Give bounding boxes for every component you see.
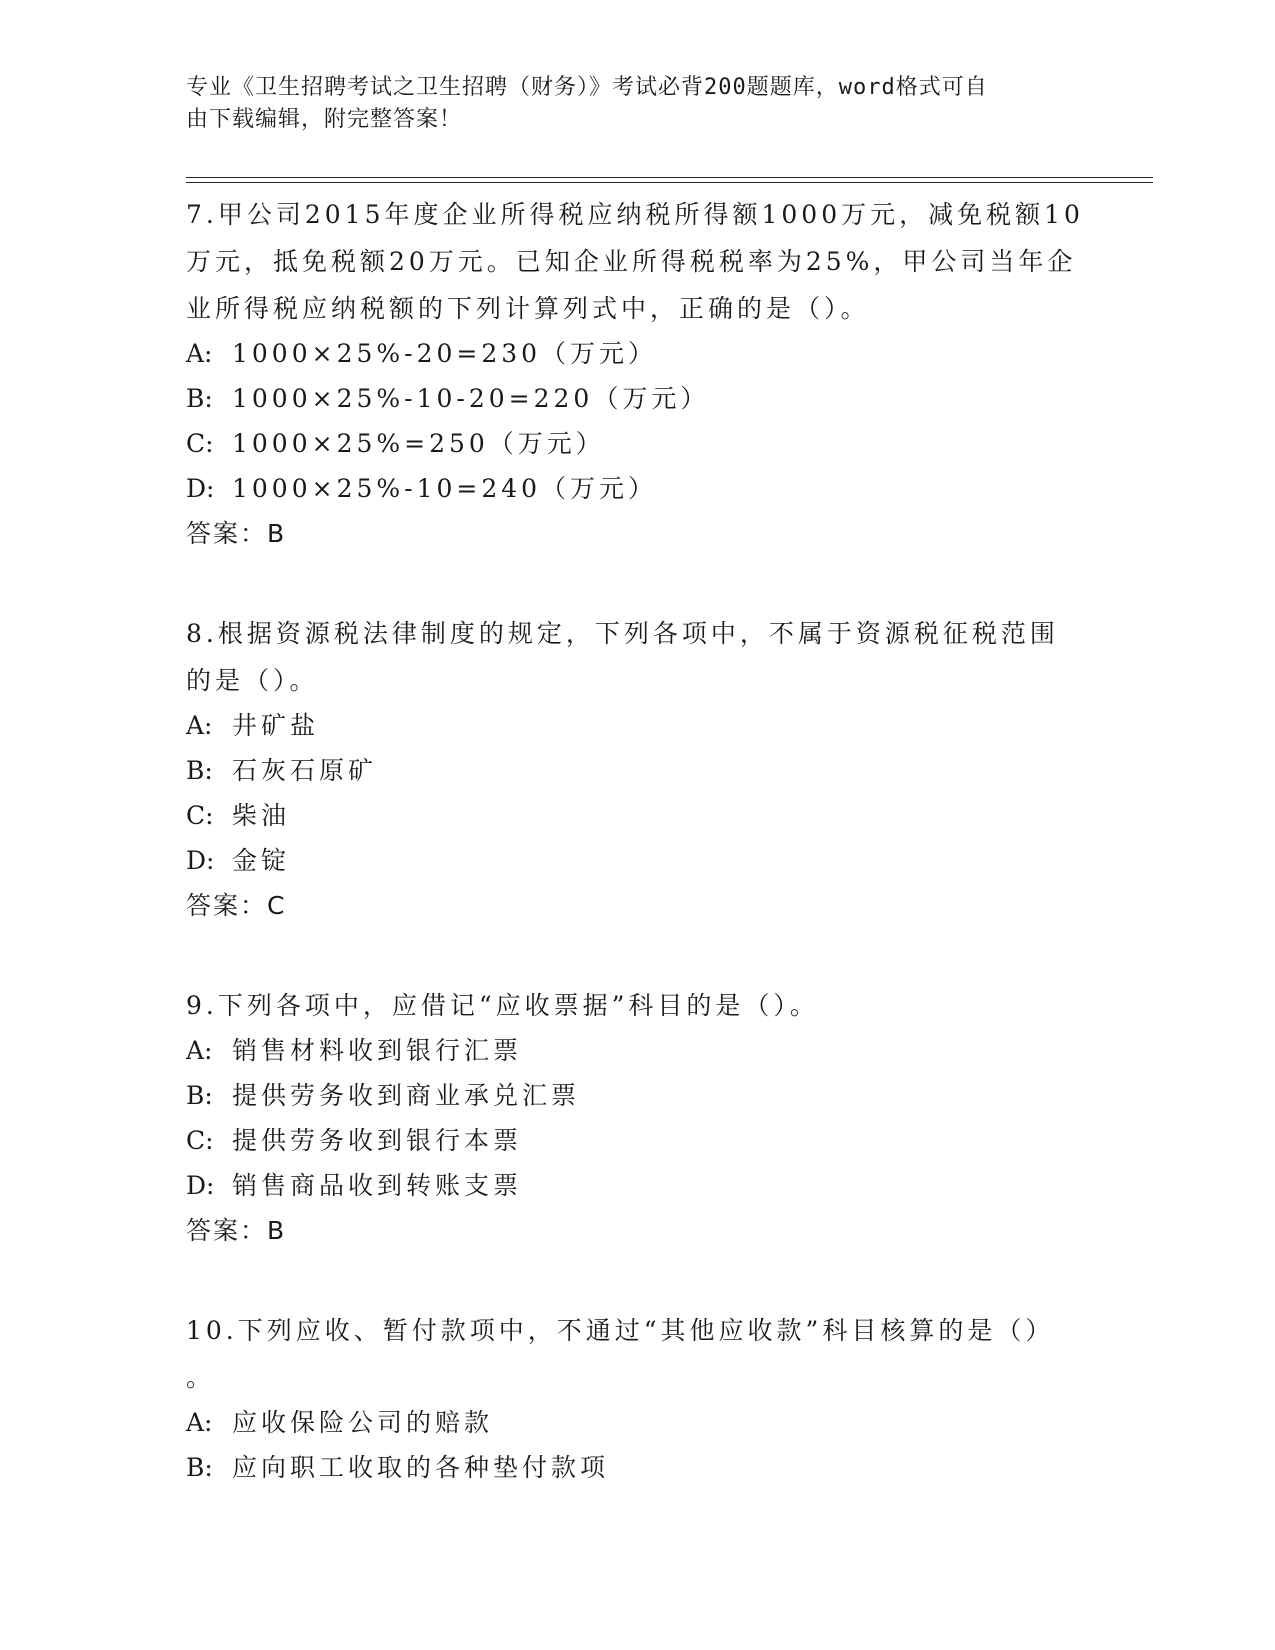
answer-option (186, 1400, 1086, 1445)
answer-option (186, 703, 1086, 748)
question-text-line: 万元，抵免税额20万元。已知企业所得税税率为25%，甲公司当年企 (186, 247, 1077, 276)
option-text: 提供劳务收到商业承兑汇票 (232, 1081, 581, 1110)
answer-option (186, 466, 1086, 511)
option-letter: D: (186, 474, 215, 503)
option-letter: A: (186, 711, 213, 740)
option-text: 销售商品收到转账支票 (232, 1171, 523, 1200)
option-text: 销售材料收到银行汇票 (232, 1036, 523, 1065)
question-text-line: 业所得税应纳税额的下列计算列式中，正确的是（）。 (186, 294, 870, 323)
option-text: 应收保险公司的赔款 (232, 1408, 494, 1437)
document-header (186, 72, 1066, 136)
option-letter: D: (186, 1171, 215, 1200)
option-letter: C: (186, 429, 214, 458)
answer-option (186, 1073, 1086, 1118)
answer-option (186, 793, 1086, 838)
answer-option (186, 748, 1086, 793)
answer-option (186, 421, 1086, 466)
question-text-line: 。 (186, 1363, 216, 1392)
answer-key: 答案：B (186, 1216, 287, 1245)
option-text: 1000×25%=250（万元） (232, 429, 605, 458)
option-text: 提供劳务收到银行本票 (232, 1126, 523, 1155)
option-letter: B: (186, 1453, 213, 1482)
answer-option (186, 838, 1086, 883)
question-spacer (186, 929, 1086, 981)
option-letter: B: (186, 756, 213, 785)
question-list (186, 190, 1086, 1490)
answer-key: 答案：C (186, 891, 287, 920)
option-text: 金锭 (232, 846, 291, 875)
option-letter: A: (186, 339, 213, 368)
option-letter: C: (186, 801, 214, 830)
option-letter: D: (186, 846, 215, 875)
option-text: 井矿盐 (232, 711, 320, 740)
question-block (186, 981, 1086, 1254)
option-text: 石灰石原矿 (232, 756, 378, 785)
question-spacer (186, 557, 1086, 609)
question-text-line: 10.下列应收、暂付款项中，不通过“其他应收款”科目核算的是（） (186, 1316, 1055, 1345)
option-text: 1000×25%-20=230（万元） (232, 339, 658, 368)
answer-option (186, 1163, 1086, 1208)
header-line-2: 由下载编辑，附完整答案！ (186, 107, 463, 132)
answer-option (186, 1445, 1086, 1490)
option-letter: A: (186, 1408, 213, 1437)
option-text: 1000×25%-10=240（万元） (232, 474, 658, 503)
question-block (186, 190, 1086, 557)
header-line-1: 专业《卫生招聘考试之卫生招聘（财务）》考试必背200题题库，word格式可自 (186, 75, 988, 100)
question-block (186, 609, 1086, 929)
question-spacer (186, 1254, 1086, 1306)
option-text: 1000×25%-10-20=220（万元） (232, 384, 710, 413)
answer-option (186, 1028, 1086, 1073)
answer-option (186, 331, 1086, 376)
option-letter: B: (186, 384, 213, 413)
answer-option (186, 1118, 1086, 1163)
option-text: 应向职工收取的各种垫付款项 (232, 1453, 610, 1482)
question-block (186, 1306, 1086, 1490)
answer-key: 答案：B (186, 519, 287, 548)
option-letter: A: (186, 1036, 213, 1065)
option-text: 柴油 (232, 801, 291, 830)
question-text-line: 8.根据资源税法律制度的规定，下列各项中，不属于资源税征税范围 (186, 619, 1059, 648)
option-letter: B: (186, 1081, 213, 1110)
question-text-line: 的是（）。 (186, 666, 319, 695)
answer-option (186, 376, 1086, 421)
option-letter: C: (186, 1126, 214, 1155)
question-text-line: 7.甲公司2015年度企业所得税应纳税所得额1000万元，减免税额10 (186, 200, 1084, 229)
header-divider-bottom (186, 182, 1153, 183)
question-text-line: 9.下列各项中，应借记“应收票据”科目的是（）。 (186, 991, 819, 1020)
header-divider-top (186, 177, 1153, 178)
